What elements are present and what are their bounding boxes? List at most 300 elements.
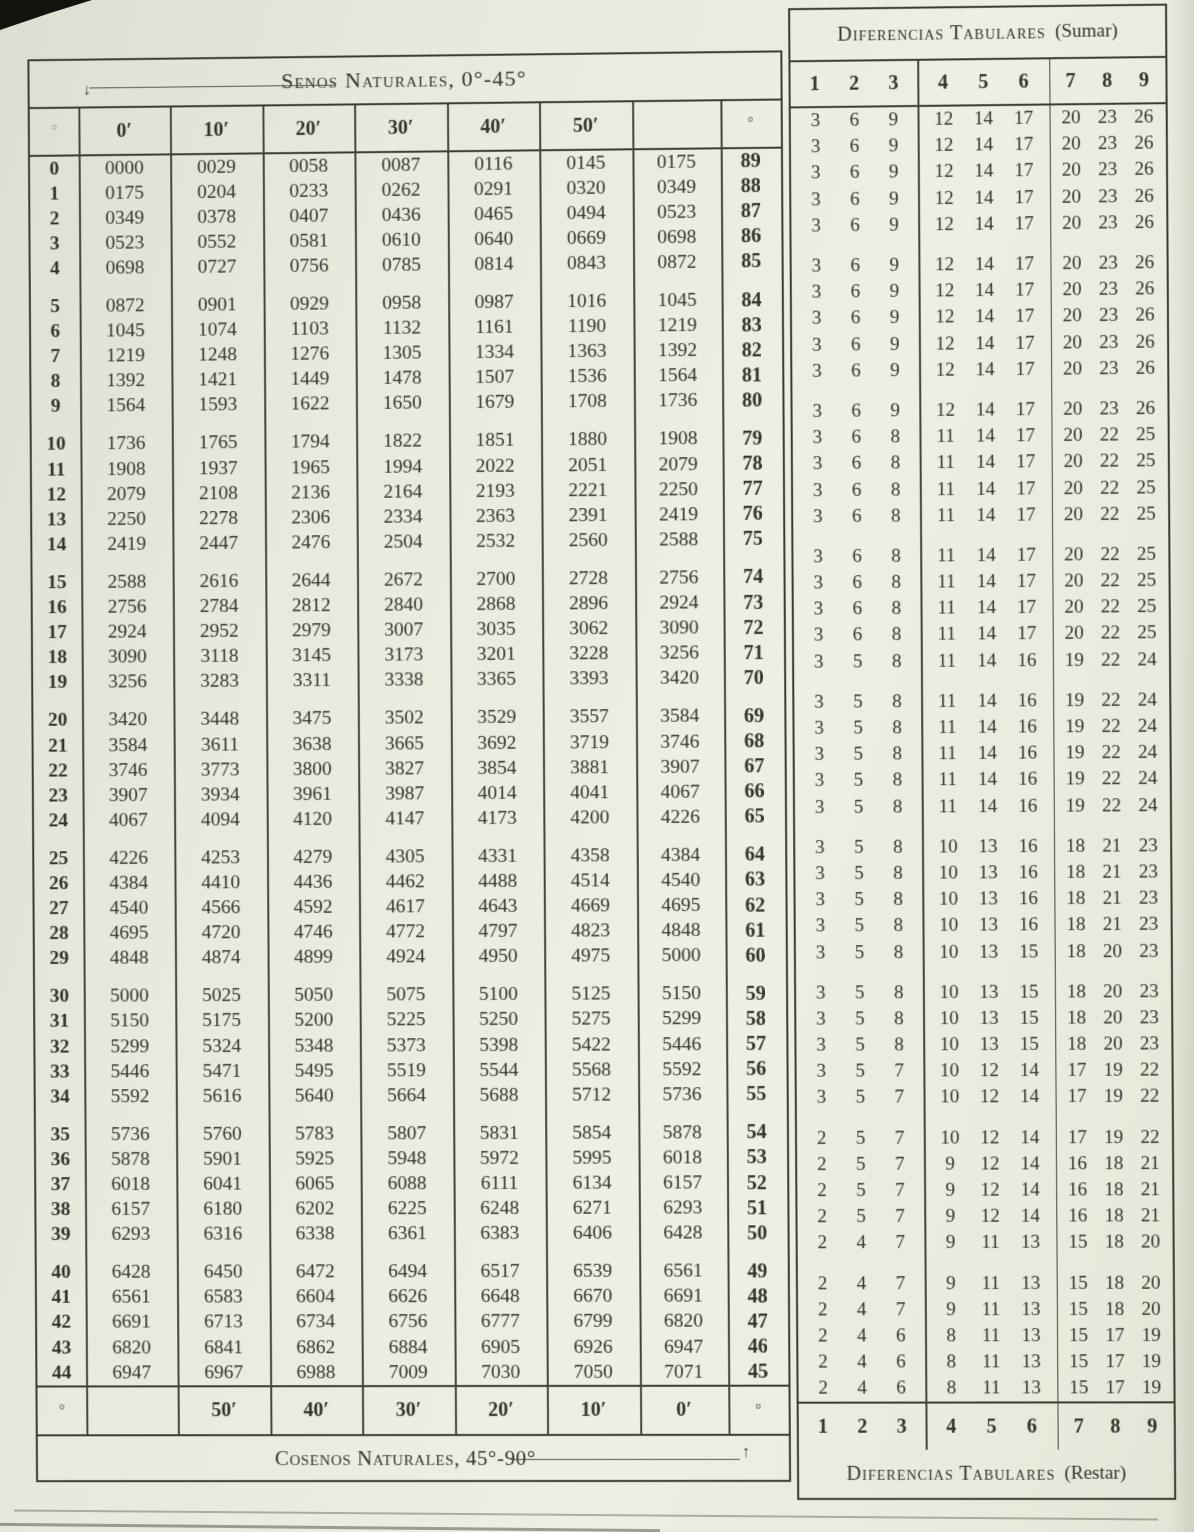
degree-left-cell: 0 bbox=[49, 158, 60, 180]
diff-header-value: 2 bbox=[849, 72, 860, 95]
sine-value-cell: 2022 bbox=[475, 455, 515, 477]
degree-left-cell: 38 bbox=[50, 1199, 71, 1221]
diff-row bbox=[793, 541, 1168, 570]
diff-value: 2 bbox=[817, 1299, 828, 1321]
diff-value: 14 bbox=[974, 253, 995, 276]
diff-value: 21 bbox=[1140, 1179, 1160, 1201]
sine-value-cell: 6517 bbox=[480, 1261, 520, 1283]
diff-value: 11 bbox=[936, 504, 956, 527]
diff-value: 20 bbox=[1061, 107, 1081, 129]
diff-cell bbox=[919, 358, 1050, 381]
sine-value-cell: 5592 bbox=[662, 1058, 702, 1080]
minutes-header-20: 20′ bbox=[295, 117, 322, 140]
sine-value-cell: 6713 bbox=[204, 1311, 244, 1333]
sine-value-cell: 7030 bbox=[481, 1361, 521, 1383]
sine-value-cell: 0175 bbox=[105, 182, 145, 204]
diff-value: 14 bbox=[1020, 1126, 1040, 1149]
sine-row bbox=[35, 1057, 786, 1085]
diff-value: 3 bbox=[816, 1087, 827, 1109]
sine-value-cell: 3007 bbox=[384, 619, 424, 641]
diff-value: 8 bbox=[890, 426, 901, 448]
diff-cell bbox=[1054, 861, 1171, 884]
diff-cell bbox=[794, 572, 921, 595]
diff-cell bbox=[794, 651, 921, 674]
diff-value: 2 bbox=[818, 1377, 829, 1400]
diff-value: 14 bbox=[978, 795, 998, 817]
degree-right-cell: 79 bbox=[742, 427, 763, 450]
diff-row bbox=[796, 979, 1171, 1007]
diff-cell bbox=[922, 716, 1053, 739]
degree-right-cell: 68 bbox=[744, 730, 765, 753]
diff-value: 2 bbox=[817, 1272, 828, 1294]
diff-value: 22 bbox=[1140, 1086, 1160, 1108]
sine-value-cell: 0698 bbox=[105, 257, 145, 279]
sine-value-cell: 6820 bbox=[663, 1311, 704, 1333]
diff-row bbox=[792, 276, 1167, 306]
diff-value: 18 bbox=[1104, 1272, 1125, 1294]
diff-value: 7 bbox=[894, 1127, 905, 1149]
sine-value-cell: 6338 bbox=[295, 1223, 335, 1245]
sine-value-cell: 0610 bbox=[381, 229, 421, 251]
sine-row bbox=[37, 1335, 788, 1361]
diff-value: 8 bbox=[893, 1008, 904, 1030]
diff-cell bbox=[794, 691, 921, 714]
diff-value: 6 bbox=[851, 453, 862, 475]
diff-value: 14 bbox=[976, 597, 997, 619]
degree-left-cell: 26 bbox=[48, 873, 69, 895]
diff-cell bbox=[797, 1061, 924, 1084]
diff-value: 20 bbox=[1063, 503, 1084, 526]
sine-value-cell: 4305 bbox=[385, 846, 425, 868]
sine-value-cell: 1536 bbox=[567, 366, 607, 388]
diff-value: 8 bbox=[892, 769, 903, 791]
degree-left-cell: 36 bbox=[50, 1149, 71, 1171]
sine-value-cell: 6494 bbox=[388, 1261, 428, 1283]
diff-value: 17 bbox=[1016, 544, 1036, 566]
diff-value: 6 bbox=[849, 109, 860, 131]
diff-value: 17 bbox=[1015, 305, 1035, 328]
diff-cell bbox=[1054, 835, 1171, 858]
diff-cell bbox=[797, 1154, 924, 1176]
sine-value-cell: 4617 bbox=[385, 896, 426, 918]
diff-value: 19 bbox=[1065, 716, 1085, 738]
diff-value: 8 bbox=[892, 836, 903, 858]
diff-cell bbox=[792, 255, 919, 278]
sine-value-cell: 0000 bbox=[105, 157, 144, 179]
sine-value-cell: 2334 bbox=[383, 506, 423, 528]
diff-header-value: 2 bbox=[857, 1415, 868, 1438]
diff-cell bbox=[793, 505, 920, 528]
diff-cell bbox=[1056, 1179, 1173, 1201]
sine-value-cell: 3611 bbox=[200, 734, 240, 756]
sine-value-cell: 1219 bbox=[657, 314, 697, 337]
diff-value: 3 bbox=[811, 308, 822, 330]
diff-value: 18 bbox=[1067, 1033, 1087, 1055]
sine-value-cell: 3448 bbox=[200, 708, 240, 731]
degree-left-cell: 9 bbox=[50, 396, 61, 418]
sine-value-cell: 6157 bbox=[111, 1198, 151, 1221]
differences-grid bbox=[790, 58, 1173, 1450]
sine-value-cell: 6248 bbox=[480, 1198, 520, 1220]
diff-value: 16 bbox=[1018, 888, 1039, 910]
sine-value-cell: 1880 bbox=[568, 429, 608, 451]
sine-value-cell: 0669 bbox=[566, 227, 606, 249]
diff-value: 10 bbox=[940, 1127, 960, 1149]
sine-value-cell: 5688 bbox=[479, 1084, 519, 1106]
diff-cell bbox=[1053, 768, 1170, 791]
diff-value: 6 bbox=[850, 333, 861, 356]
diff-value: 18 bbox=[1104, 1152, 1124, 1175]
sine-row bbox=[36, 1171, 787, 1198]
degree-right-cell: 51 bbox=[746, 1196, 768, 1219]
diff-value: 6 bbox=[851, 479, 862, 501]
diff-value: 7 bbox=[895, 1299, 906, 1321]
sine-row bbox=[35, 918, 786, 947]
sine-value-cell: 3638 bbox=[292, 733, 332, 755]
degree-right-cell: 65 bbox=[744, 805, 765, 828]
diff-cell bbox=[1056, 1299, 1173, 1321]
diff-cell bbox=[1056, 1205, 1173, 1227]
diff-row bbox=[795, 740, 1170, 769]
sine-value-cell: 4899 bbox=[293, 946, 334, 969]
sine-value-cell: 4384 bbox=[109, 872, 149, 894]
sine-value-cell: 5736 bbox=[110, 1123, 150, 1145]
diff-row bbox=[798, 1349, 1173, 1376]
diff-value: 25 bbox=[1137, 596, 1157, 618]
sine-value-cell: 4514 bbox=[570, 870, 610, 892]
sine-value-cell: 0407 bbox=[289, 205, 329, 227]
degree-right-cell: 64 bbox=[744, 843, 766, 866]
sine-value-cell: 6018 bbox=[662, 1147, 703, 1169]
diff-value: 20 bbox=[1063, 424, 1083, 447]
sine-value-cell: 0262 bbox=[381, 179, 421, 201]
diff-cell bbox=[1053, 689, 1170, 712]
diff-cell bbox=[922, 836, 1053, 859]
diff-cell bbox=[1050, 185, 1167, 208]
diff-value: 16 bbox=[1067, 1153, 1088, 1175]
diff-value: 15 bbox=[1069, 1351, 1089, 1373]
sine-row bbox=[34, 868, 785, 897]
diff-header-value: 7 bbox=[1065, 69, 1076, 92]
diff-cell bbox=[925, 1206, 1056, 1228]
diff-value: 23 bbox=[1139, 1007, 1159, 1029]
diff-value: 11 bbox=[937, 650, 957, 672]
sine-value-cell: 3854 bbox=[477, 757, 517, 779]
diff-cell bbox=[1054, 940, 1171, 963]
diff-row bbox=[795, 886, 1170, 914]
diff-value: 17 bbox=[1014, 186, 1034, 208]
sine-value-cell: 3062 bbox=[569, 618, 609, 640]
diff-value: 11 bbox=[981, 1325, 1001, 1347]
diff-cell bbox=[918, 187, 1049, 210]
next-degree-header bbox=[632, 124, 720, 125]
diff-row bbox=[798, 1296, 1173, 1323]
diff-cell bbox=[920, 504, 1051, 527]
degree-left-cell: 20 bbox=[47, 710, 68, 732]
sine-value-cell: 3256 bbox=[108, 671, 148, 693]
cosine-label: Cosenos Naturales, 45°-90° bbox=[274, 1445, 536, 1470]
diff-header-cell bbox=[1049, 68, 1166, 92]
diff-value: 25 bbox=[1136, 569, 1157, 592]
degree-left-cell: 15 bbox=[47, 572, 67, 594]
diff-value: 6 bbox=[896, 1351, 906, 1373]
sine-value-cell: 0465 bbox=[474, 203, 514, 225]
diff-cell bbox=[1057, 1378, 1174, 1400]
diff-header-value: 9 bbox=[1138, 68, 1150, 91]
diff-value: 2 bbox=[817, 1180, 827, 1202]
sine-value-cell: 2476 bbox=[291, 532, 331, 554]
diff-value: 14 bbox=[977, 623, 997, 645]
diff-value: 3 bbox=[814, 717, 824, 739]
diff-value: 16 bbox=[1017, 742, 1038, 764]
diff-value: 3 bbox=[813, 598, 824, 620]
degree-left-cell: 11 bbox=[46, 459, 66, 481]
diff-value: 15 bbox=[1068, 1231, 1088, 1254]
diff-cell bbox=[923, 1008, 1054, 1031]
diff-value: 9 bbox=[888, 109, 899, 131]
diff-header-cell bbox=[791, 71, 918, 96]
sine-value-cell: 2560 bbox=[568, 529, 608, 552]
diff-value: 8 bbox=[892, 691, 902, 713]
diff-cell bbox=[1056, 1272, 1173, 1294]
sine-value-cell: 1994 bbox=[383, 456, 423, 478]
diff-value: 26 bbox=[1135, 278, 1155, 300]
diff-cell bbox=[918, 160, 1049, 184]
sine-value-cell: 3934 bbox=[200, 784, 240, 806]
sine-value-cell: 5446 bbox=[662, 1033, 702, 1055]
diff-value: 17 bbox=[1017, 623, 1037, 645]
diff-value: 5 bbox=[854, 915, 865, 937]
sine-value-cell: 1736 bbox=[658, 390, 698, 412]
diff-value: 12 bbox=[935, 333, 955, 355]
diff-value: 21 bbox=[1140, 1205, 1161, 1227]
diff-value: 8 bbox=[890, 478, 901, 501]
diff-value: 21 bbox=[1102, 914, 1123, 936]
sine-value-cell: 2728 bbox=[568, 567, 609, 590]
diff-cell bbox=[795, 743, 922, 766]
sine-value-cell: 6361 bbox=[387, 1223, 428, 1245]
diff-value: 23 bbox=[1139, 914, 1159, 936]
sine-value-cell: 5736 bbox=[662, 1083, 702, 1106]
diff-row bbox=[791, 130, 1166, 160]
sine-value-cell: 5398 bbox=[479, 1034, 519, 1056]
sine-value-cell: 5995 bbox=[572, 1147, 612, 1169]
sine-value-cell: 5592 bbox=[110, 1085, 150, 1107]
diff-row bbox=[796, 912, 1171, 940]
diff-value: 3 bbox=[815, 889, 826, 911]
diff-cell bbox=[791, 214, 918, 237]
diff-value: 14 bbox=[977, 742, 998, 765]
sine-value-cell: 5299 bbox=[110, 1035, 150, 1057]
diff-value: 17 bbox=[1067, 1060, 1087, 1082]
footer-minutes-cell: 20′ bbox=[488, 1399, 514, 1422]
sine-value-cell: 4695 bbox=[661, 894, 701, 917]
diff-cell bbox=[791, 109, 918, 132]
sine-value-cell: 3665 bbox=[384, 732, 425, 755]
minutes-header-10: 10′ bbox=[203, 118, 230, 141]
diff-cell bbox=[918, 134, 1049, 158]
sine-value-cell: 2532 bbox=[476, 530, 516, 552]
sine-value-cell: 5250 bbox=[479, 1009, 519, 1031]
diff-value: 8 bbox=[946, 1325, 956, 1347]
diff-cell bbox=[792, 307, 919, 330]
diff-value: 17 bbox=[1016, 477, 1036, 500]
diff-row bbox=[794, 713, 1169, 742]
diff-row bbox=[792, 355, 1167, 385]
diff-cell bbox=[1051, 450, 1168, 473]
diff-cell bbox=[791, 135, 918, 158]
degree-column-header: ° bbox=[51, 123, 57, 139]
sine-value-cell: 7009 bbox=[388, 1361, 428, 1383]
diff-value: 14 bbox=[974, 134, 994, 156]
sine-value-cell: 0958 bbox=[382, 292, 422, 314]
diff-value: 6 bbox=[849, 162, 860, 184]
diff-value: 4 bbox=[856, 1232, 867, 1254]
sine-value-cell: 6293 bbox=[663, 1197, 703, 1219]
diff-value: 6 bbox=[850, 281, 861, 303]
degree-right-cell: 52 bbox=[746, 1171, 768, 1194]
sine-value-cell: 2616 bbox=[199, 570, 239, 593]
diff-value: 17 bbox=[1105, 1351, 1125, 1373]
diff-value: 20 bbox=[1064, 544, 1084, 566]
diff-cell bbox=[797, 1127, 924, 1149]
diff-value: 14 bbox=[976, 504, 996, 526]
sine-value-cell: 1161 bbox=[475, 316, 514, 339]
diff-value: 11 bbox=[938, 769, 957, 791]
diff-value: 15 bbox=[1019, 1033, 1039, 1056]
sine-value-cell: 5807 bbox=[387, 1123, 427, 1145]
sine-value-cell: 1679 bbox=[475, 392, 515, 414]
diff-value: 9 bbox=[945, 1179, 956, 1201]
diff-cell bbox=[1050, 252, 1167, 275]
sine-value-cell: 1851 bbox=[475, 430, 515, 452]
degree-right-cell: 73 bbox=[743, 591, 764, 614]
diff-cell bbox=[1052, 570, 1169, 593]
diff-value: 12 bbox=[980, 1205, 1000, 1228]
diff-value: 11 bbox=[981, 1272, 1000, 1294]
diff-value: 15 bbox=[1068, 1325, 1089, 1347]
sine-value-cell: 0233 bbox=[289, 180, 329, 202]
degree-left-cell: 6 bbox=[50, 321, 61, 343]
diff-row bbox=[798, 1323, 1173, 1350]
degree-right-cell: 67 bbox=[744, 755, 765, 778]
degree-right-cell: 63 bbox=[744, 868, 766, 892]
sine-value-cell: 2108 bbox=[199, 482, 238, 504]
diff-value: 14 bbox=[974, 160, 994, 183]
diff-value: 3 bbox=[815, 941, 826, 964]
diff-value: 11 bbox=[936, 478, 956, 500]
diff-value: 19 bbox=[1065, 795, 1086, 817]
diff-value: 16 bbox=[1017, 769, 1038, 791]
footer-minutes-cell: 0′ bbox=[676, 1399, 692, 1422]
diff-value: 3 bbox=[813, 624, 824, 647]
sine-value-cell: 6428 bbox=[111, 1261, 151, 1284]
diff-value: 24 bbox=[1137, 689, 1157, 711]
diff-value: 20 bbox=[1063, 477, 1084, 499]
diff-cell bbox=[920, 399, 1051, 422]
diff-value: 3 bbox=[811, 334, 822, 356]
diff-cell bbox=[1053, 716, 1170, 739]
differences-sumar-band bbox=[790, 6, 1165, 63]
sine-value-cell: 3502 bbox=[384, 707, 424, 730]
diff-cell bbox=[1054, 914, 1171, 937]
diff-row bbox=[798, 1270, 1173, 1297]
diff-value: 20 bbox=[1063, 398, 1083, 420]
diff-value: 22 bbox=[1100, 622, 1121, 645]
diff-value: 10 bbox=[938, 888, 959, 910]
diff-value: 17 bbox=[1013, 107, 1034, 130]
degree-right-cell: 56 bbox=[746, 1058, 767, 1081]
diff-value: 26 bbox=[1134, 106, 1154, 128]
sine-value-cell: 0204 bbox=[197, 181, 237, 203]
sine-value-cell: 4874 bbox=[201, 947, 241, 969]
diff-row bbox=[794, 647, 1169, 676]
sine-value-cell: 1305 bbox=[382, 342, 422, 365]
diff-value: 8 bbox=[891, 650, 902, 672]
diff-value: 5 bbox=[853, 743, 864, 765]
diff-value: 13 bbox=[1021, 1351, 1041, 1373]
sine-value-cell: 0901 bbox=[197, 294, 237, 316]
sine-value-cell: 0320 bbox=[566, 177, 606, 199]
diff-value: 21 bbox=[1102, 835, 1122, 857]
diff-value: 20 bbox=[1064, 596, 1084, 619]
sine-value-cell: 3881 bbox=[570, 756, 610, 779]
sine-value-cell: 2896 bbox=[569, 593, 609, 615]
diff-value: 11 bbox=[981, 1298, 1001, 1320]
diff-cell bbox=[923, 888, 1054, 911]
diff-value: 22 bbox=[1140, 1126, 1160, 1148]
degree-left-cell: 39 bbox=[51, 1224, 71, 1246]
diff-cell bbox=[924, 1153, 1055, 1175]
sine-value-cell: 4147 bbox=[385, 808, 425, 830]
sine-value-cell: 5471 bbox=[202, 1060, 242, 1082]
diff-value: 6 bbox=[849, 188, 860, 210]
diff-cell bbox=[793, 545, 920, 568]
diff-value: 22 bbox=[1100, 596, 1121, 618]
diff-value: 24 bbox=[1137, 648, 1157, 671]
sine-value-cell: 1564 bbox=[106, 395, 146, 417]
diff-value: 8 bbox=[894, 1034, 904, 1056]
diff-value: 5 bbox=[855, 1153, 866, 1175]
minutes-header-0: 0′ bbox=[116, 119, 133, 142]
diff-value: 12 bbox=[934, 213, 954, 236]
sine-value-cell: 0349 bbox=[105, 207, 145, 229]
diff-value: 5 bbox=[854, 862, 864, 885]
diff-value: 16 bbox=[1018, 914, 1039, 936]
diff-value: 3 bbox=[816, 1034, 826, 1056]
diff-value: 17 bbox=[1014, 212, 1034, 235]
diff-value: 14 bbox=[976, 544, 996, 567]
diff-cell bbox=[926, 1378, 1057, 1400]
diff-cell bbox=[925, 1325, 1056, 1347]
diff-value: 17 bbox=[1016, 597, 1037, 619]
diff-value: 23 bbox=[1098, 159, 1118, 181]
diff-value: 23 bbox=[1097, 133, 1118, 155]
sine-value-cell: 1190 bbox=[567, 315, 607, 338]
diff-value: 3 bbox=[812, 360, 822, 382]
degree-right-cell: 59 bbox=[745, 982, 766, 1005]
sine-value-cell: 4067 bbox=[109, 809, 148, 831]
diff-row bbox=[793, 448, 1168, 477]
sine-value-cell: 0291 bbox=[473, 178, 514, 200]
diff-value: 5 bbox=[853, 796, 864, 818]
diff-cell bbox=[791, 188, 918, 211]
sine-value-cell: 1363 bbox=[567, 340, 607, 363]
sine-value-cell: 4669 bbox=[570, 895, 611, 917]
sine-value-cell: 1507 bbox=[475, 366, 515, 389]
sine-value-cell: 6406 bbox=[572, 1222, 613, 1244]
sine-grid bbox=[30, 101, 789, 1435]
